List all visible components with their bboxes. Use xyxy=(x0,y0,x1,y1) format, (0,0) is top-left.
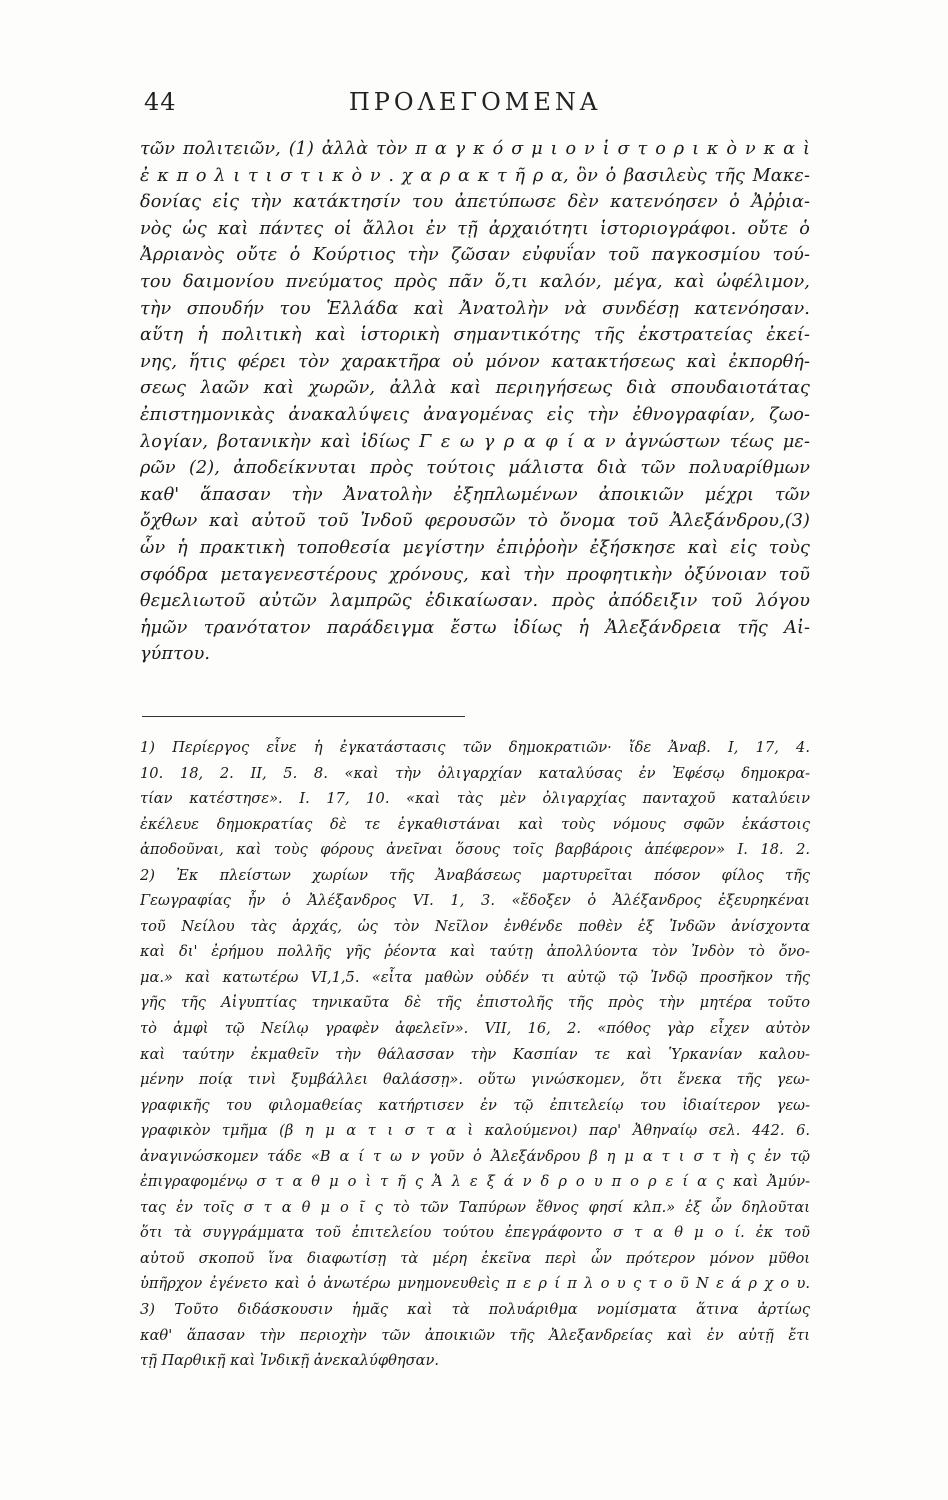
footnote-line: τίαν κατέστησε». I. 17, 10. «καὶ τὰς μὲν ὀλιγαρχίας πανταχοῦ καταλύειν xyxy=(140,790,810,808)
footnote-line: τοῦ Νείλου τὰς ἀρχάς, ὡς τὸν Νεῖλον ἐνθένδε ποθὲν ἐξ Ἰνδῶν ἀνίσχοντα xyxy=(140,917,810,935)
main-text-line: Ἀρριανὸς οὔτε ὁ Κούρτιος τὴν ζῶσαν εὐφυΐαν τοῦ παγκοσμίου τού- xyxy=(140,245,810,266)
footnote-line: 3) Τοῦτο διδάσκουσιν ἡμᾶς καὶ τὰ πολυάριθμα νομίσματα ἅτινα ἀρτίως xyxy=(140,1301,810,1319)
footnote-line: ἀποδοῦναι, καὶ τοὺς φόρους ἀνεῖναι ὅσους τοῖς βαρβάροις ἀπέφερον» I. 18. 2. xyxy=(140,841,810,859)
footnote-line: τῇ Παρθικῇ καὶ Ἰνδικῇ ἀνεκαλύφθησαν. xyxy=(140,1352,439,1370)
footnote-line: αὐτοῦ σκοποῦ ἵνα διαφωτίσῃ τὰ μέρη ἐκεῖνα περὶ ὧν πρότερον μόνον μῦθοι xyxy=(140,1249,810,1267)
footnote-separator-rule xyxy=(142,716,465,717)
main-text-line: γύπτου. xyxy=(140,644,211,665)
footnote-line: γῆς τῆς Αἰγυπτίας τηνικαῦτα δὲ τῆς ἐπιστολῆς τῆς πρὸς τὴν μητέρα τοῦτο xyxy=(140,994,810,1012)
footnote-line: ἀναγινώσκομεν τάδε «Β α ί τ ω ν γοῦν ὁ Ἀλεξάνδρου β η μ α τ ι σ τ ὴ ς ἐν τῷ xyxy=(140,1147,810,1165)
footnote-line: καθ' ἅπασαν τὴν περιοχὴν τῶν ἀποικιῶν τῆς Ἀλεξανδρείας καὶ ἐν αὐτῇ ἔτι xyxy=(140,1326,810,1344)
footnote-line: 10. 18, 2. II, 5. 8. «καὶ τὴν ὀλιγαρχίαν καταλύσας ἐν Ἐφέσῳ δημοκρα- xyxy=(140,764,810,782)
footnote-line: γραφικὸν τμῆμα (β η μ α τ ι σ τ α ὶ καλούμενοι) παρ' Ἀθηναίῳ σελ. 442. 6. xyxy=(140,1122,810,1140)
footnote-line: γραφικῆς του φιλομαθείας κατήρτισεν ἐν τῷ ἐπιτελείῳ του ἰδιαίτερον γεω- xyxy=(140,1096,810,1114)
footnote-line: τας ἐν τοῖς σ τ α θ μ ο ῖ ς τὸ τῶν Ταπύρων ἔθνος φησί κλπ.» ἐξ ὧν δηλοῦται xyxy=(140,1198,810,1216)
footnote-line: ἐπιγραφομένῳ σ τ α θ μ ο ὶ τ ῆ ς Ἀ λ ε ξ ά ν δ ρ ο υ π ο ρ ε ί α ς καὶ Ἀμύν- xyxy=(140,1173,810,1191)
footnote-line: καὶ δι' ἐρήμου πολλῆς γῆς ῥέοντα καὶ ταύτῃ ἀπολλύοντα τὸν Ἰνδὸν τὸ ὄνο- xyxy=(140,943,810,961)
main-text-line: δονίας εἰς τὴν κατάκτησίν του ἀπετύπωσε δὲν κατενόησεν ὁ Ἀῤῥια- xyxy=(140,192,810,213)
footnote-line: μα.» καὶ κατωτέρω VI,1,5. «εἶτα μαθὼν οὐδέν τι αὐτῷ τῷ Ἰνδῷ προσῆκον τῆς xyxy=(140,968,810,986)
running-title: ΠΡΟΛΕΓΟΜΕΝΑ xyxy=(348,88,602,116)
main-text-line: ρῶν (2), ἀποδείκνυται πρὸς τούτοις μάλιστα διὰ τῶν πολυαρίθμων xyxy=(140,458,810,479)
main-text-line: ἐπιστημονικὰς ἀνακαλύψεις ἀναγομένας εἰς τὴν ἐθνογραφίαν, ζωο- xyxy=(140,404,810,425)
main-text-line: ὧν ἡ πρακτικὴ τοποθεσία μεγίστην ἐπιῤῥοὴν ἐξήσκησε καὶ εἰς τοὺς xyxy=(140,537,810,558)
footnotes-block xyxy=(140,735,810,1374)
footnote-line: ἐκέλευε δημοκρατίας δὲ τε ἐγκαθιστάναι καὶ τοὺς νόμους σφῶν ἑκάστοις xyxy=(140,815,810,833)
footnote-line: τὸ ἀμφὶ τῷ Νείλῳ γραφὲν ἀφελεῖν». VII, 16, 2. «πόθος γὰρ εἶχεν αὐτὸν xyxy=(140,1020,810,1038)
footnote-line: 2) Ἐκ πλείστων χωρίων τῆς Ἀναβάσεως μαρτυρεῖται πόσον φίλος τῆς xyxy=(140,866,810,884)
footnote-line: ὑπῆρχον ἐγένετο καὶ ὁ ἀνωτέρω μνημονευθεὶς π ε ρ ί π λ ο υ ς τ ο ῦ Ν ε ά ρ χ ο υ. xyxy=(140,1275,810,1293)
main-text-line: σεως λαῶν καὶ χωρῶν, ἀλλὰ καὶ περιηγήσεως διὰ σπουδαιοτάτας xyxy=(140,378,810,399)
page-header xyxy=(140,88,810,124)
main-text-line: αὕτη ἡ πολιτικὴ καὶ ἱστορικὴ σημαντικότης τῆς ἐκστρατείας ἐκεί- xyxy=(140,325,810,346)
footnote-line: 1) Περίεργος εἶνε ἡ ἐγκατάστασις τῶν δημοκρατιῶν· ἴδε Ἀναβ. I, 17, 4. xyxy=(140,739,810,756)
footnote-line: ὅτι τὰ συγγράμματα τοῦ ἐπιτελείου τούτου ἐπεγράφοντο σ τ α θ μ ο ί. ἐκ τοῦ xyxy=(140,1224,810,1242)
main-text-line: θεμελιωτοῦ αὐτῶν λαμπρῶς ἐδικαίωσαν. πρὸς ἀπόδειξιν τοῦ λόγου xyxy=(140,591,810,612)
main-text-block xyxy=(140,136,810,668)
main-text-line: τὴν σπουδήν του Ἑλλάδα καὶ Ἀνατολὴν νὰ συνδέσῃ κατενόησαν. xyxy=(140,298,810,319)
main-text-line: ἐ κ π ο λ ι τ ι σ τ ι κ ὸ ν . χ α ρ α κ τ ῆ ρ α, ὃν ὁ βασιλεὺς τῆς Μακε- xyxy=(140,165,810,186)
main-text-line: τῶν πολιτειῶν, (1) ἀλλὰ τὸν π α γ κ ό σ μ ι ο ν ἱ σ τ ο ρ ι κ ὸ ν κ α ὶ xyxy=(140,139,810,159)
page-number: 44 xyxy=(144,88,177,116)
main-text-line: σφόδρα μεταγενεστέρους χρόνους, καὶ τὴν προφητικὴν ὀξύνοιαν τοῦ xyxy=(140,564,810,585)
footnote-line: Γεωγραφίας ἦν ὁ Ἀλέξανδρος VI. 1, 3. «ἔδοξεν ὁ Ἀλέξανδρος ἐξευρηκέναι xyxy=(140,892,810,910)
main-text-line: ὄχθων καὶ αὐτοῦ τοῦ Ἰνδοῦ φερουσῶν τὸ ὄνομα τοῦ Ἀλεξάνδρου,(3) xyxy=(140,511,810,532)
footnote-line: καὶ ταύτην ἐκμαθεῖν τὴν θάλασσαν τὴν Κασπίαν τε καὶ Ὑρκανίαν καλου- xyxy=(140,1045,810,1063)
main-text-line: νὸς ὡς καὶ πάντες οἱ ἄλλοι ἐν τῇ ἀρχαιότητι ἱστοριογράφοι. οὔτε ὁ xyxy=(140,218,810,239)
main-text-line: του δαιμονίου πνεύματος πρὸς πᾶν ὅ,τι καλόν, μέγα, καὶ ὠφέλιμον, xyxy=(140,271,810,292)
main-text-line: νης, ἥτις φέρει τὸν χαρακτῆρα οὐ μόνον κατακτήσεως καὶ ἐκπορθή- xyxy=(140,351,810,372)
footnote-line: μένην ποίᾳ τινὶ ξυμβάλλει θαλάσσῃ». οὕτω γινώσκομεν, ὅτι ἕνεκα τῆς γεω- xyxy=(140,1071,810,1089)
main-text-line: λογίαν, βοτανικὴν καὶ ἰδίως Γ ε ω γ ρ α φ ί α ν ἀγνώστων τέως με- xyxy=(140,431,810,452)
main-text-line: καθ' ἅπασαν τὴν Ἀνατολὴν ἐξηπλωμένων ἀποικιῶν μέχρι τῶν xyxy=(140,484,810,505)
main-text-line: ἡμῶν τρανότατον παράδειγμα ἔστω ἰδίως ἡ Ἀλεξάνδρεια τῆς Αἰ- xyxy=(140,617,810,638)
